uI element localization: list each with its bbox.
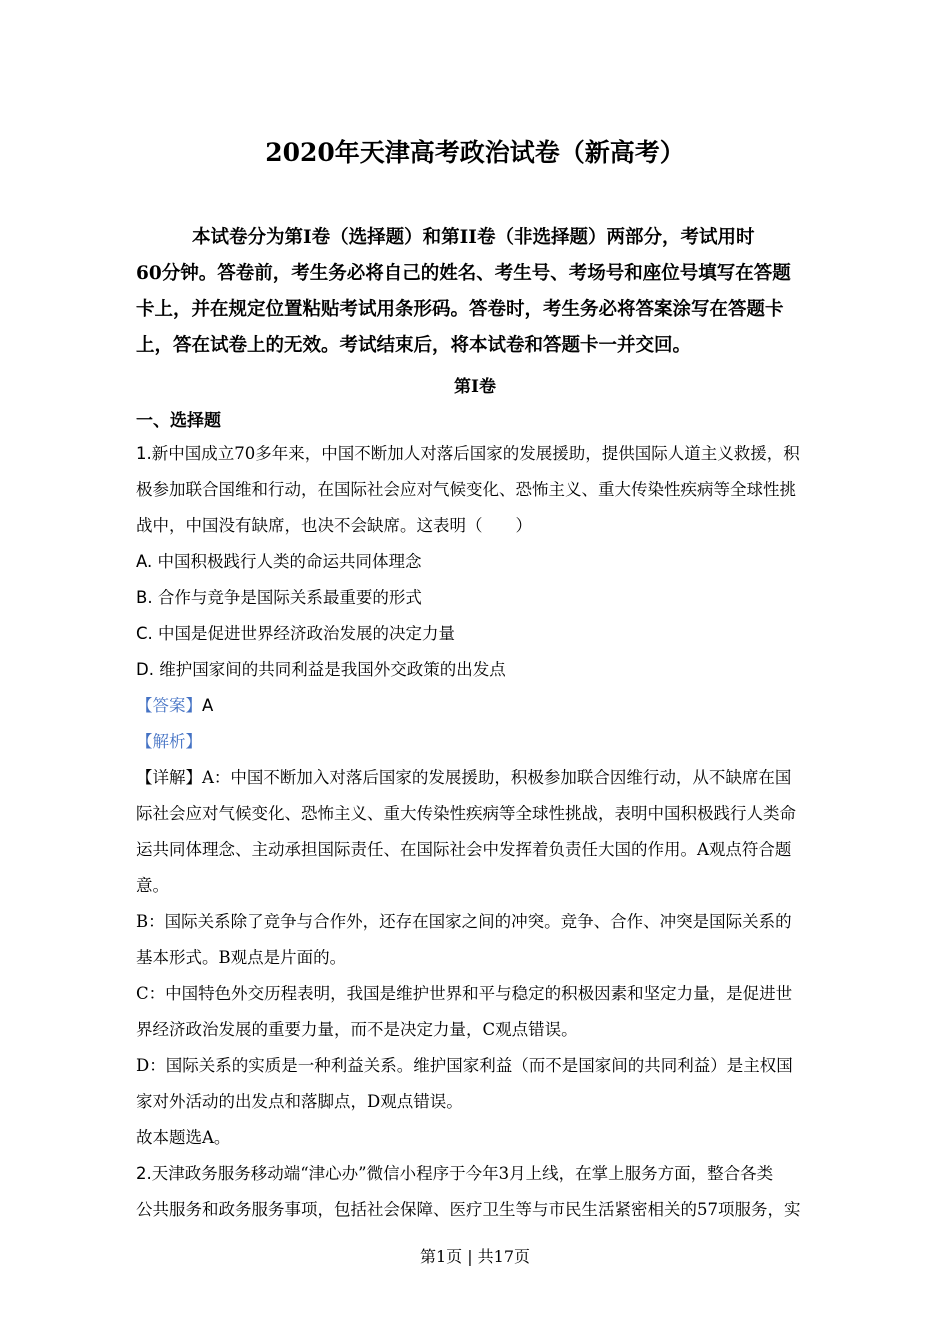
question-1-stem-line: 极参加联合国维和行动，在国际社会应对气候变化、恐怖主义、重大传染性疾病等全球性挑: [136, 480, 796, 499]
question-2-stem-line: [136, 1160, 818, 1184]
explanation-c-line: C：中国特色外交历程表明，我国是维护世界和平与稳定的积极因素和坚定力量，是促进世: [136, 984, 793, 1003]
question-number: 2.: [136, 1164, 152, 1183]
intro-paragraph: [136, 220, 818, 364]
option-label: C.: [136, 624, 153, 643]
part-heading: 第Ⅰ卷: [454, 377, 496, 397]
intro-line: 本试卷分为第Ⅰ卷（选择题）和第II卷（非选择题）两部分，考试用时: [192, 227, 755, 248]
detail-line: 【详解】A：中国不断加入对落后国家的发展援助，积极参加联合因维行动，从不缺席在国: [136, 768, 792, 787]
question-1-stem-line: 战中，中国没有缺席，也决不会缺席。这表明（ ）: [136, 516, 532, 535]
detail-line: 意。: [136, 876, 169, 895]
detail-line: 际社会应对气候变化、恐怖主义、重大传染性疾病等全球性挑战，表明中国积极践行人类命: [136, 804, 796, 823]
option-label: B.: [136, 588, 153, 607]
detail-line: 运共同体理念、主动承担国际责任、在国际社会中发挥着负责任大国的作用。A观点符合题: [136, 840, 792, 859]
option-c: [136, 620, 818, 644]
question-1-stem-line: [136, 440, 818, 464]
option-a: [136, 548, 818, 572]
option-text: 合作与竞争是国际关系最重要的形式: [157, 588, 422, 607]
question-2-stem-line: 公共服务和政务服务事项，包括社会保障、医疗卫生等与市民生活紧密相关的57项服务，实: [136, 1200, 801, 1219]
explanation-b-line: B：国际关系除了竞争与合作外，还存在国家之间的冲突。竞争、合作、冲突是国际关系的: [136, 912, 792, 931]
question-text: 新中国成立70多年来，中国不断加人对落后国家的发展援助，提供国际人道主义救援，积: [151, 444, 800, 463]
intro-line: 上，答在试卷上的无效。考试结束后，将本试卷和答题卡一并交回。: [136, 335, 692, 356]
explanation-c-line: 界经济政治发展的重要力量，而不是决定力量，C观点错误。: [136, 1020, 578, 1039]
option-d: [136, 656, 818, 680]
intro-line: 60分钟。答卷前，考生务必将自己的姓名、考生号、考场号和座位号填写在答题: [136, 263, 791, 284]
section-heading: 一、选择题: [136, 411, 221, 431]
page-title: 2020年天津高考政治试卷（新高考）: [265, 138, 685, 167]
explanation-d-line: D：国际关系的实质是一种利益关系。维护国家利益（而不是国家间的共同利益）是主权国: [136, 1056, 793, 1075]
option-text: 维护国家间的共同利益是我国外交政策的出发点: [159, 660, 506, 679]
page-footer: 第1页 | 共17页: [419, 1247, 531, 1266]
conclusion-line: 故本题选A。: [136, 1128, 231, 1147]
answer-line: [136, 692, 818, 716]
explanation-d-line: 家对外活动的出发点和落脚点，D观点错误。: [136, 1092, 463, 1111]
answer-tag: 【答案】: [136, 696, 202, 715]
option-label: A.: [136, 552, 153, 571]
option-label: D.: [136, 660, 154, 679]
question-number: 1.: [136, 444, 152, 463]
option-text: 中国是促进世界经济政治发展的决定力量: [158, 624, 456, 643]
analysis-tag: 【解析】: [136, 732, 202, 751]
intro-line: 卡上，并在规定位置粘贴考试用条形码。答卷时，考生务必将答案涂写在答题卡: [136, 299, 784, 320]
explanation-b-line: 基本形式。B观点是片面的。: [136, 948, 347, 967]
answer-value: A: [202, 696, 214, 715]
question-text: 天津政务服务移动端“津心办”微信小程序于今年3月上线，在掌上服务方面，整合各类: [151, 1164, 774, 1183]
option-text: 中国积极践行人类的命运共同体理念: [157, 552, 422, 571]
option-b: [136, 584, 818, 608]
